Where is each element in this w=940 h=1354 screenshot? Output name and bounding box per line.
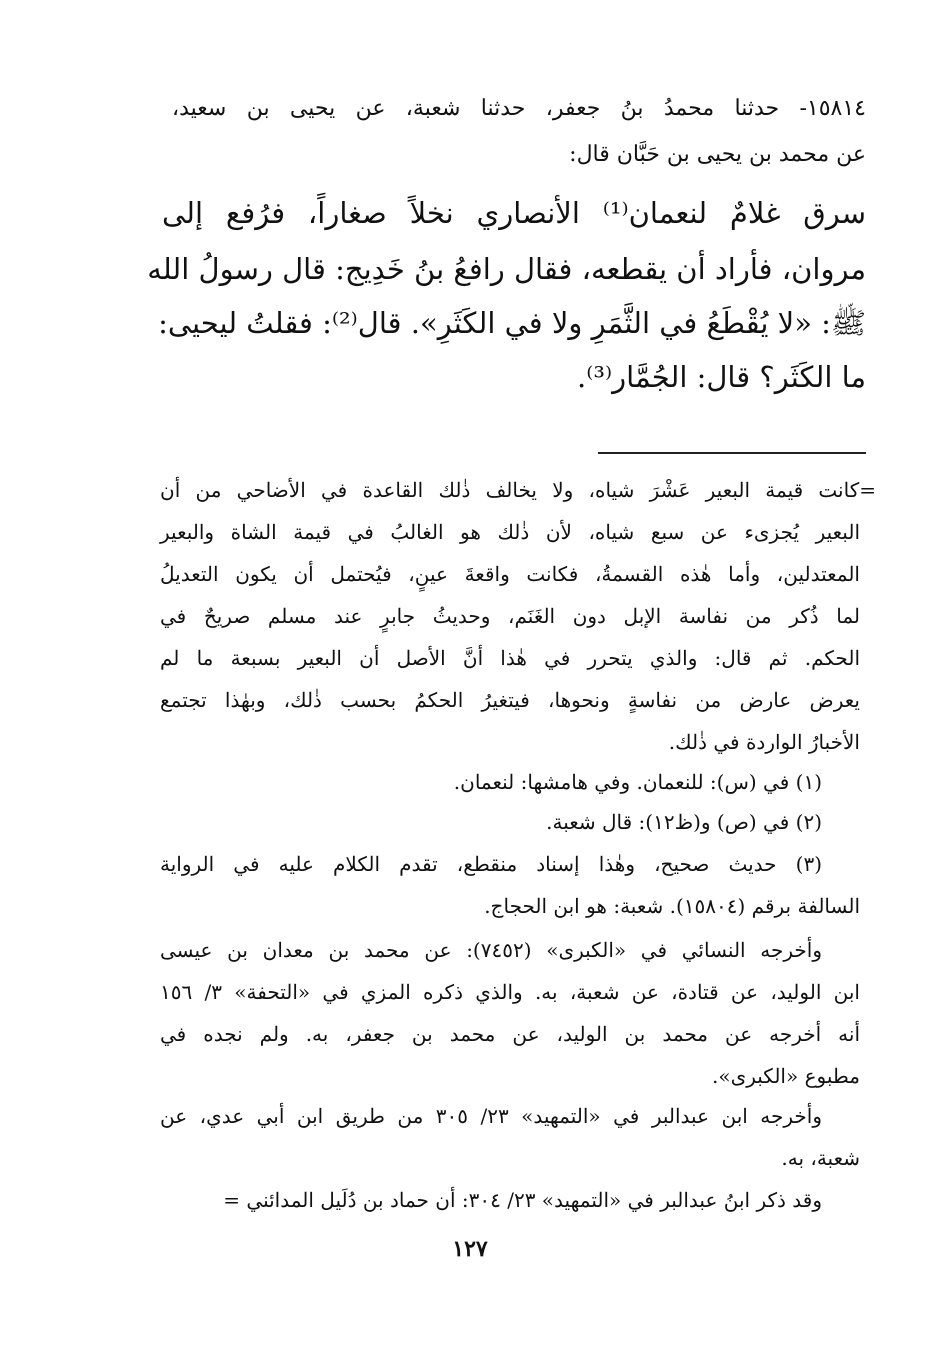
footnote-last-line: وقد ذكر ابنُ عبدالبر في «التمهيد» ٢٣/ ٣٠٤: أن حماد بن دُلَيل المدائني = [223,1188,822,1212]
page-number: ١٢٧ [452,1236,488,1262]
hadith-intro-line: ١٥٨١٤- حدثنا محمدُ بنُ جعفر، حدثنا شعبة، عن يحيى بن سعيد، [172,96,866,121]
footnote-separator [598,452,866,454]
footnote-1: (١) في (س): للنعمان. وفي هامشها: لنعمان. [453,770,822,794]
footnote-3-line: السالفة برقم (١٥٨٠٤). شعبة: هو ابن الحجاج. [484,894,860,918]
footnote-continuation-line: الأخبارُ الواردة في ذٰلك. [668,730,860,754]
footnote-abdulbarr-line: شعبة، به. [781,1146,860,1170]
footnote-continuation-line: المعتدلين، وأما هٰذه القسمةُ، فكانت واقعةَ عينٍ، فيُحتمل أن يكون التعديلُ [160,562,860,586]
footnote-continuation-line: يعرض عارض من نفاسةٍ ونحوها، فيتغيرُ الحكمُ بحسب ذٰلك، وبهٰذا تجتمع [160,688,860,712]
footnote-3-line: (٣) حديث صحيح، وهٰذا إسناد منقطع، تقدم الكلام عليه في الرواية [160,852,822,876]
footnote-continuation-line: =كانت قيمة البعير عَشْرَ شياه، ولا يخالف ذٰلك القاعدة في الأضاحي من أن [160,478,876,502]
hadith-matn-line: مروان، فأراد أن يقطعه، فقال رافعُ بنُ خَدِيج: قال رسولُ الله [147,252,866,286]
hadith-matn-line: ﷺ: «لا يُقْطَعُ في الثَّمَرِ ولا في الكَثَرِ». قال⁽²⁾: فقلتُ ليحيى: [158,306,866,340]
hadith-intro-line: عن محمد بن يحيى بن حَبَّان قال: [569,142,866,167]
footnote-nasai-line: وأخرجه النسائي في «الكبرى» (٧٤٥٢): عن محمد بن معدان بن عيسى [160,938,822,962]
footnote-nasai-line: ابن الوليد، عن قتادة، عن شعبة، به. والذي ذكره المزي في «التحفة» ٣/ ١٥٦ [160,980,860,1004]
footnote-continuation-line: الحكم. ثم قال: والذي يتحرر في هٰذا أنَّ الأصل أن البعير بسبعة ما لم [160,646,860,670]
footnote-continuation-line: لما ذُكر من نفاسة الإبل دون الغَنَم، وحديثُ جابرٍ عند مسلم صريحٌ في [160,604,860,628]
footnote-2: (٢) في (ص) و(ظ١٢): قال شعبة. [546,810,822,834]
footnote-abdulbarr-line: وأخرجه ابن عبدالبر في «التمهيد» ٢٣/ ٣٠٥ من طريق ابن أبي عدي، عن [160,1104,822,1128]
hadith-matn-line: سرق غلامٌ لنعمان⁽¹⁾ الأنصاري نخلاً صغاراً، فرُفع إلى [162,196,866,230]
footnote-continuation-line: البعير يُجزىء عن سبع شياه، لأن ذٰلك هو الغالبُ في قيمة الشاة والبعير [160,520,860,544]
footnote-nasai-line: مطبوع «الكبرى». [711,1064,860,1088]
hadith-matn-line: ما الكَثَر؟ قال: الجُمَّار⁽³⁾. [577,360,866,394]
footnote-nasai-line: أنه أخرجه عن محمد بن الوليد، عن محمد بن جعفر، به. ولم نجده في [160,1022,860,1046]
